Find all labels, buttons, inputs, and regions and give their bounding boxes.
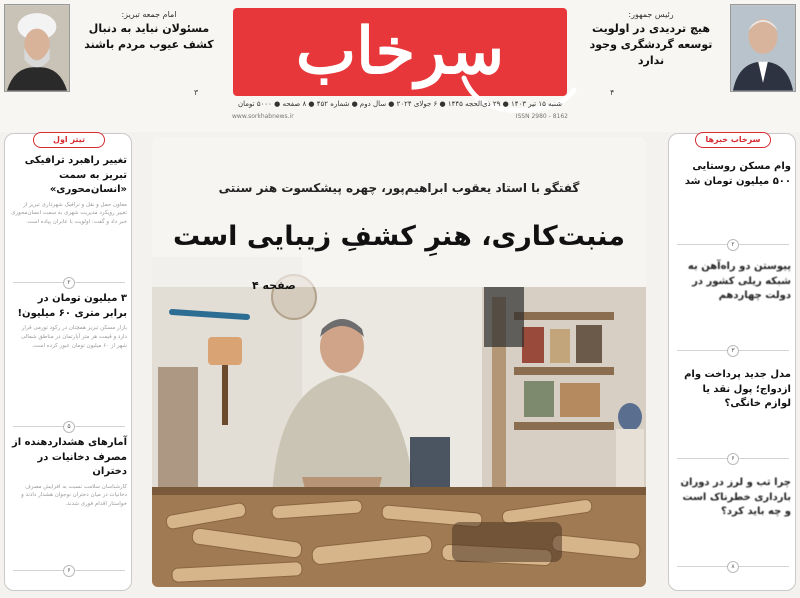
news-item[interactable]: [675, 160, 791, 189]
workshop-photo: [152, 137, 646, 587]
masthead-subline: [232, 113, 568, 120]
left-top-headline[interactable]: [74, 10, 224, 97]
page-number: ۳: [727, 345, 739, 357]
left-news-column: [4, 133, 132, 591]
news-title: وام مسکن روستایی ۵۰۰ میلیون تومان شد: [684, 161, 791, 187]
news-title: آمارهای هشداردهنده از مصرف دخانیات در دختران: [11, 437, 127, 477]
news-body: معاون حمل و نقل و ترافیک شهرداری تبریز از تغییر رویکرد مدیریت شهری به سمت انسان‌محوری خبر داد و گفت: اولویت با عابران پیاده است.: [11, 201, 127, 226]
separator: [677, 347, 789, 354]
lead-title: منبت‌کاری، هنرِ کشفِ زیبایی است: [173, 221, 625, 252]
headline-title: هیچ تردیدی در اولویت توسعه گردشگری وجود ندارد: [589, 22, 713, 67]
separator: [13, 279, 125, 286]
separator: [677, 455, 789, 462]
news-title: ۳ میلیون تومان در برابر متری ۶۰ میلیون!: [17, 293, 127, 319]
separator: [13, 567, 125, 574]
newspaper-logo: [233, 8, 567, 96]
news-item[interactable]: [11, 436, 127, 509]
headline-kicker: امام جمعه تبریز:: [121, 10, 177, 19]
headline-kicker: رئیس جمهور:: [628, 10, 674, 19]
cleric-portrait: [4, 4, 70, 92]
page-number: ۴: [610, 88, 615, 97]
news-title: تغییر راهبرد ترافیکی تبریز به سمت «انسان‌محوری»: [24, 155, 127, 195]
logo-wordmark: سرخاب: [295, 14, 505, 89]
column-tab[interactable]: تیتر اول: [33, 132, 105, 148]
president-portrait: [730, 4, 796, 92]
page-number: ۸: [727, 561, 739, 573]
news-title: پیوستن دو راه‌آهن به شبکه ریلی کشور در دولت چهاردهم: [687, 261, 791, 301]
right-news-column: [668, 133, 796, 591]
news-title: چرا تب و لرز در دوران بارداری خطرناک است و چه باید کرد؟: [680, 477, 791, 517]
news-item[interactable]: [675, 368, 791, 412]
masthead: [0, 0, 800, 132]
dateline: شنبه ۱۵ تیر ۱۴۰۳ ● ۲۹ ذی‌الحجه ۱۴۴۵ ● ۶ جولای ۲۰۲۴ ● سال دوم ● شماره ۴۵۲ ● ۸ صفحه ● ۵۰۰۰ تومان: [238, 100, 562, 108]
website: www.sorkhabnews.ir: [232, 113, 294, 120]
news-item[interactable]: [11, 154, 127, 227]
separator: [677, 241, 789, 248]
news-item[interactable]: [11, 292, 127, 350]
page-number: ۲: [63, 277, 75, 289]
column-tab[interactable]: سرخاب خبرها: [695, 132, 771, 148]
separator: [677, 563, 789, 570]
right-top-headline[interactable]: [576, 10, 726, 97]
headline-title: مسئولان نباید به دنبال کشف عیوب مردم باشند: [84, 22, 214, 51]
news-body: کارشناسان سلامت نسبت به افزایش مصرف دخانیات در میان دختران نوجوان هشدار دادند و خواستار اقدام فوری شدند.: [21, 483, 127, 508]
lead-story[interactable]: [152, 137, 646, 587]
page-number: ۶: [63, 565, 75, 577]
page-number: ۶: [727, 453, 739, 465]
page-number: ۳: [194, 88, 199, 97]
issn: ISSN 2980 - 8162: [515, 113, 568, 120]
news-item[interactable]: [675, 260, 791, 304]
news-body: بازار مسکن تبریز همچنان در رکود تورمی قرار دارد و قیمت هر متر آپارتمان در مناطق شمالی شهر از ۶۰ میلیون تومان عبور کرده است.: [20, 325, 127, 349]
lead-page-reference: صفحه ۴: [252, 279, 296, 292]
lead-kicker: گفتگو با استاد یعقوب ابراهیم‌پور، چهره پیشکسوت هنر سنتی: [218, 181, 580, 195]
separator: [13, 423, 125, 430]
page-number: ۵: [63, 421, 75, 433]
news-title: مدل جدید پرداخت وام ازدواج؛ پول نقد یا لوازم خانگی؟: [684, 369, 791, 409]
page-number: ۲: [727, 239, 739, 251]
news-item[interactable]: [675, 476, 791, 520]
